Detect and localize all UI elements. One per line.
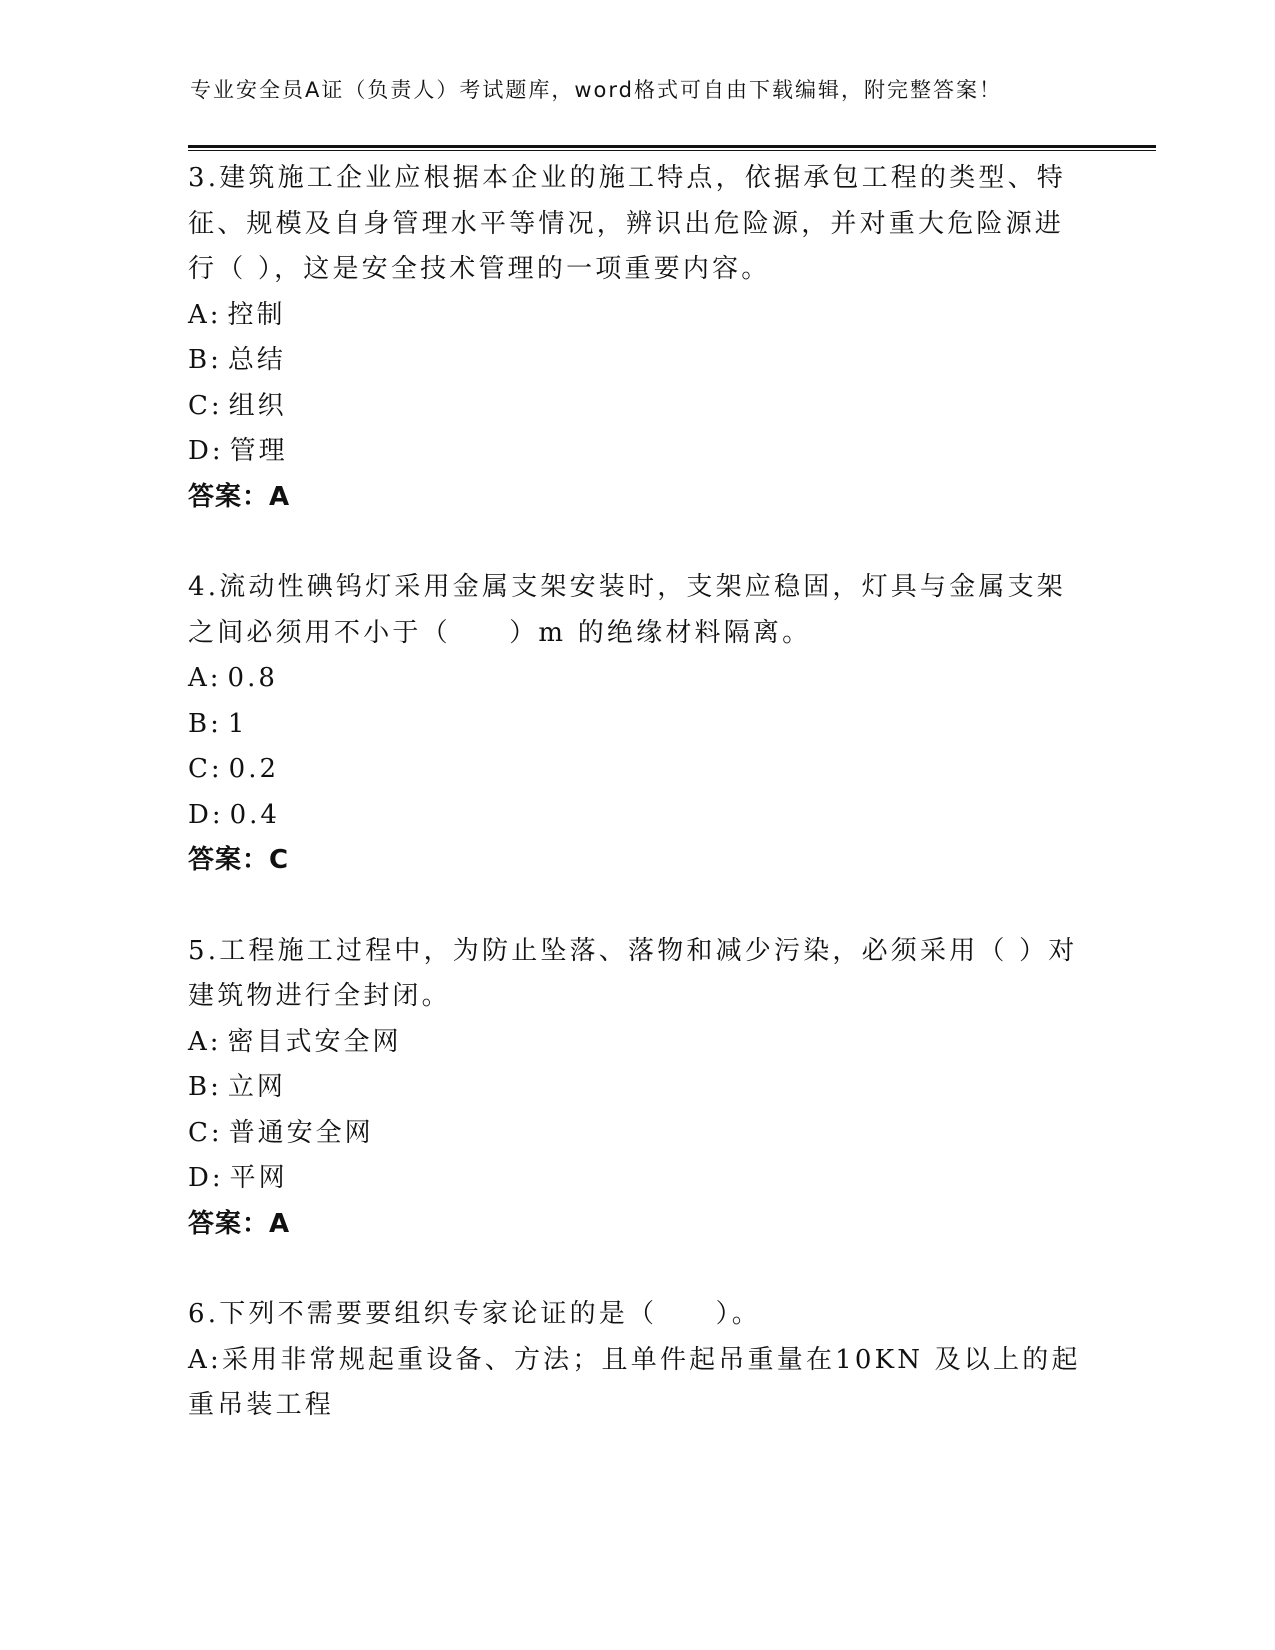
option-letter: B: bbox=[188, 708, 222, 739]
option-letter: B: bbox=[188, 345, 222, 375]
option-text: 密目式安全网 bbox=[227, 1026, 402, 1057]
option-b bbox=[188, 702, 1088, 748]
spacer bbox=[188, 520, 1088, 565]
answer-label: 答案：A bbox=[188, 1208, 291, 1239]
option-text: 0.8 bbox=[227, 663, 278, 693]
option-text: 组织 bbox=[228, 390, 287, 421]
spacer bbox=[188, 884, 1088, 929]
option-a bbox=[188, 293, 1088, 339]
answer-label: 答案：A bbox=[188, 481, 291, 512]
question-5 bbox=[188, 929, 1088, 1248]
option-c bbox=[188, 747, 1088, 793]
option-letter: A: bbox=[188, 1026, 222, 1057]
option-c bbox=[188, 1111, 1088, 1157]
answer-label: 答案：C bbox=[188, 845, 290, 875]
option-a bbox=[188, 1338, 1088, 1429]
question-text: 5.工程施工过程中，为防止坠落、落物和减少污染，必须采用（ ）对建筑物进行全封闭。 bbox=[188, 935, 1078, 1011]
option-text: 总结 bbox=[227, 345, 286, 375]
option-letter: B: bbox=[188, 1072, 222, 1102]
question-text: 3.建筑施工企业应根据本企业的施工特点，依据承包工程的类型、特征、规模及自身管理水平等情况，辨识出危险源，并对重大危险源进行（ ），这是安全技术管理的一项重要内容。 bbox=[188, 163, 1067, 284]
question-3 bbox=[188, 156, 1088, 520]
document-header: 专业安全员A证（负责人）考试题库，word格式可自由下载编辑，附完整答案！ bbox=[190, 78, 1002, 102]
option-letter: A: bbox=[188, 663, 222, 693]
option-text: 1 bbox=[227, 708, 248, 739]
question-6 bbox=[188, 1292, 1088, 1429]
option-d bbox=[188, 429, 1088, 475]
option-text: 控制 bbox=[227, 299, 286, 330]
option-d bbox=[188, 793, 1088, 839]
question-4 bbox=[188, 565, 1088, 884]
option-b bbox=[188, 338, 1088, 384]
option-d bbox=[188, 1156, 1088, 1202]
spacer bbox=[188, 1247, 1088, 1292]
option-text: 0.2 bbox=[228, 754, 280, 784]
option-c bbox=[188, 384, 1088, 430]
header-rule-thin bbox=[188, 150, 1156, 151]
option-a bbox=[188, 1020, 1088, 1066]
option-letter: D: bbox=[188, 1163, 224, 1193]
header-rule-thick bbox=[188, 145, 1156, 148]
option-letter: C: bbox=[188, 390, 223, 421]
option-b bbox=[188, 1065, 1088, 1111]
option-letter: A: bbox=[188, 299, 222, 330]
option-letter: D: bbox=[188, 799, 224, 830]
option-letter: C: bbox=[188, 754, 223, 784]
question-list bbox=[188, 156, 1088, 1429]
option-letter: A: bbox=[188, 1344, 222, 1375]
option-text: 采用非常规起重设备、方法；且单件起吊重量在10KN 及以上的起重吊装工程 bbox=[188, 1344, 1081, 1420]
option-text: 平网 bbox=[229, 1163, 288, 1193]
option-text: 立网 bbox=[227, 1072, 286, 1102]
option-letter: C: bbox=[188, 1117, 223, 1148]
option-text: 普通安全网 bbox=[228, 1117, 374, 1148]
question-text: 6.下列不需要要组织专家论证的是（ ）。 bbox=[188, 1299, 762, 1329]
option-letter: D: bbox=[188, 436, 224, 466]
option-text: 0.4 bbox=[229, 799, 280, 830]
question-text: 4.流动性碘钨灯采用金属支架安装时，支架应稳固，灯具与金属支架之间必须用不小于（ ）m 的绝缘材料隔离。 bbox=[188, 572, 1067, 648]
option-a bbox=[188, 656, 1088, 702]
option-text: 管理 bbox=[229, 436, 288, 466]
